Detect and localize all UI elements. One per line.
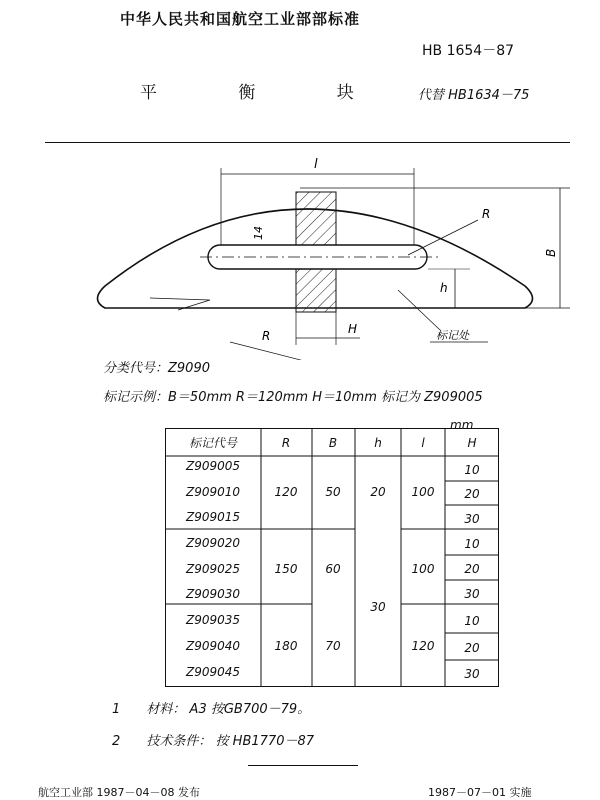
r-value-cell: 120 — [274, 485, 298, 499]
note-technical-conditions — [112, 730, 314, 749]
note-material — [112, 698, 310, 717]
r-value-cell: 150 — [274, 562, 298, 576]
mark-location-label: 标记处 — [436, 329, 469, 342]
table-header-H: H — [467, 436, 477, 450]
footer-divider — [248, 765, 358, 766]
table-header-b: B — [328, 436, 338, 450]
l-value-cell: 100 — [411, 485, 435, 499]
code-cell: Z909010 — [185, 485, 241, 499]
code-cell: Z909045 — [185, 665, 241, 679]
code-cell: Z909035 — [185, 613, 241, 627]
table-header-r: R — [281, 436, 291, 450]
table-header-code: 标记代号 — [188, 436, 238, 450]
code-cell: Z909040 — [185, 639, 241, 653]
code-cell: Z909020 — [185, 536, 241, 550]
b-value-cell: 70 — [325, 639, 341, 653]
technical-drawing — [0, 150, 600, 360]
effective-info: 1987－07－01 实施 — [428, 786, 532, 799]
note-text: 材料： A3 按GB700－79。 — [146, 702, 311, 717]
dim-b-label: B — [544, 248, 558, 257]
dim-14-label: 14 — [252, 226, 265, 240]
b-value-cell: 60 — [325, 562, 341, 576]
dim-r-top-label: R — [482, 207, 491, 221]
note-number: 1 — [112, 702, 121, 717]
h-value-cell: 10 — [464, 614, 480, 628]
code-cell: Z909025 — [185, 562, 241, 576]
l-value-cell: 120 — [411, 639, 435, 653]
issue-info: 航空工业部 1987－04－08 发布 — [38, 786, 200, 799]
h-value-cell: 30 — [464, 512, 480, 526]
b-value-cell: 50 — [325, 485, 341, 499]
l-value-cell: 100 — [411, 562, 435, 576]
h-value-cell: 20 — [464, 641, 480, 655]
h-value-cell: 30 — [464, 587, 480, 601]
classification-code: 分类代号：Z9090 — [103, 361, 210, 376]
table-header-l: l — [421, 436, 425, 450]
h-small-value-cell: 20 — [370, 485, 386, 499]
note-number: 2 — [112, 734, 121, 749]
issuing-organization: 中华人民共和国航空工业部部标准 — [120, 10, 361, 28]
table-header-h: h — [374, 436, 382, 450]
h-value-cell: 10 — [464, 463, 480, 477]
r-value-cell: 180 — [274, 639, 298, 653]
unit-label: mm — [450, 418, 474, 432]
spec-table — [165, 428, 505, 690]
dim-H-label: H — [348, 322, 358, 336]
code-cell: Z909015 — [185, 510, 241, 524]
dim-r-bottom-label: R — [262, 329, 271, 343]
h-value-cell: 30 — [464, 667, 480, 681]
h-value-cell: 10 — [464, 537, 480, 551]
note-text: 技术条件： 按 HB1770－87 — [146, 734, 315, 749]
h-value-cell: 20 — [464, 487, 480, 501]
h-value-cell: 20 — [464, 562, 480, 576]
standard-number: HB 1654－87 — [422, 43, 515, 59]
code-cell: Z909030 — [185, 587, 241, 601]
dim-l-label: l — [314, 157, 318, 172]
h-small-value-cell: 30 — [370, 600, 386, 614]
code-cell: Z909005 — [185, 459, 241, 473]
header-divider — [45, 142, 570, 143]
marking-example: 标记示例：B＝50mm R＝120mm H＝10mm 标记为 Z909005 — [103, 390, 483, 405]
page-title: 平 衡 块 — [140, 83, 392, 103]
replaces-standard: 代替 HB1634－75 — [418, 88, 530, 103]
dim-h-label: h — [440, 281, 448, 295]
